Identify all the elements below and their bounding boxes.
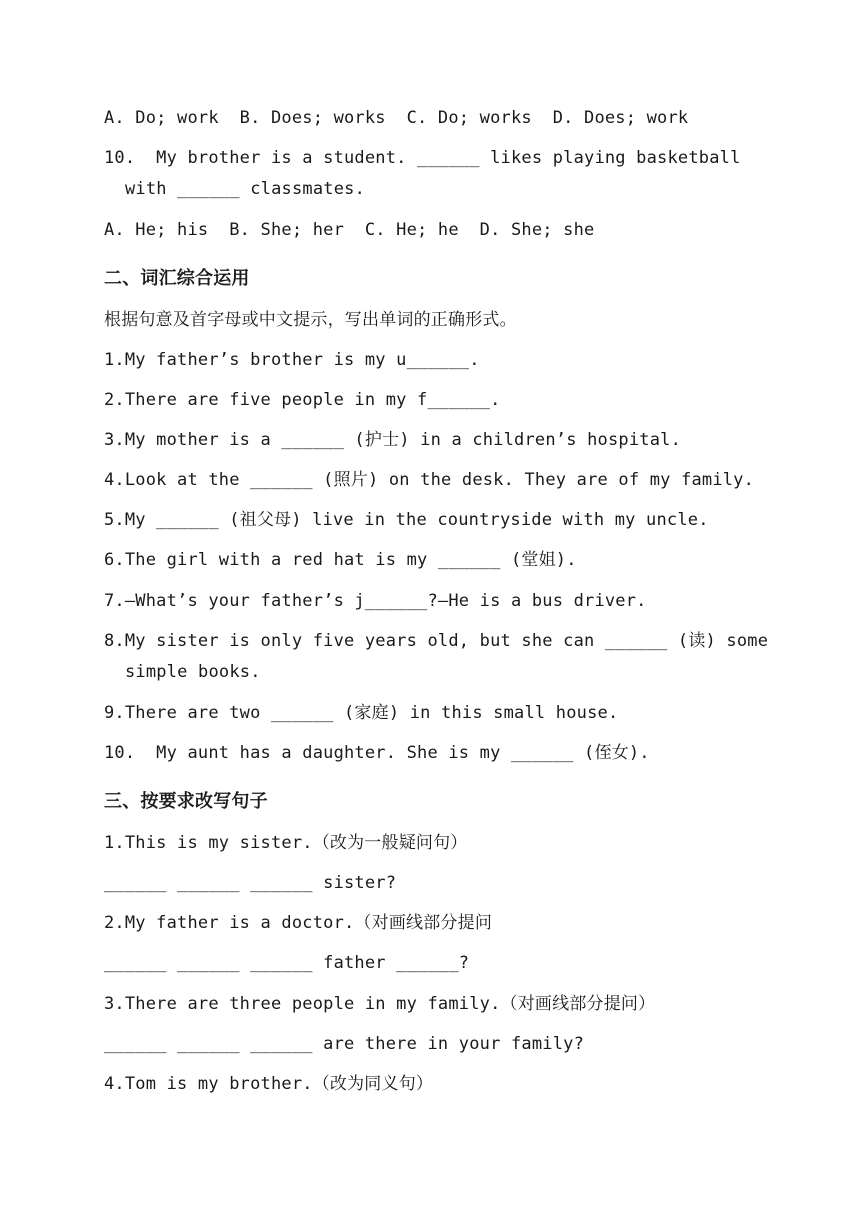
vocab-item-6: 6.The girl with a red hat is my ______ (堂姐). <box>104 550 577 570</box>
vocab-item-3: 3.My mother is a ______ (护士) in a children’s hospital. <box>104 430 682 450</box>
vocab-item-5: 5.My ______ (祖父母) live in the countryside with my uncle. <box>104 510 709 530</box>
rewrite-answer-3: ______ ______ ______ are there in your family? <box>104 1034 585 1054</box>
question-9-options: A. Do; work B. Does; works C. Do; works D. Does; work <box>104 108 689 128</box>
vocab-item-10: 10. My aunt has a daughter. She is my ______ (侄女). <box>104 743 650 763</box>
vocab-item-2: 2.There are five people in my f______. <box>104 390 501 410</box>
question-10-options: A. He; his B. She; her C. He; he D. She; she <box>104 220 595 240</box>
section-3-heading: 三、按要求改写句子 <box>104 791 268 812</box>
rewrite-answer-1: ______ ______ ______ sister? <box>104 873 397 893</box>
vocab-item-8-continued: simple books. <box>125 662 261 682</box>
section-2-heading: 二、词汇综合运用 <box>104 268 250 289</box>
vocab-item-1: 1.My father’s brother is my u______. <box>104 350 480 370</box>
vocab-item-9: 9.There are two ______ (家庭) in this small house. <box>104 703 619 723</box>
vocab-item-8: 8.My sister is only five years old, but she can ______ (读) some <box>104 631 769 651</box>
question-10-line-2: with ______ classmates. <box>125 179 366 199</box>
rewrite-item-2: 2.My father is a doctor.（对画线部分提问 <box>104 913 493 933</box>
vocab-item-4: 4.Look at the ______ (照片) on the desk. They are of my family. <box>104 470 755 490</box>
section-2-instruction: 根据句意及首字母或中文提示，写出单词的正确形式。 <box>104 310 517 330</box>
rewrite-item-3: 3.There are three people in my family.（对画线部分提问） <box>104 994 656 1014</box>
rewrite-item-1: 1.This is my sister.（改为一般疑问句） <box>104 833 468 853</box>
question-10-line-1: 10. My brother is a student. ______ likes playing basketball <box>104 148 741 168</box>
rewrite-item-4: 4.Tom is my brother.（改为同义句） <box>104 1074 434 1094</box>
rewrite-answer-2: ______ ______ ______ father ______? <box>104 953 470 973</box>
vocab-item-7: 7.—What’s your father’s j______?—He is a bus driver. <box>104 591 647 611</box>
